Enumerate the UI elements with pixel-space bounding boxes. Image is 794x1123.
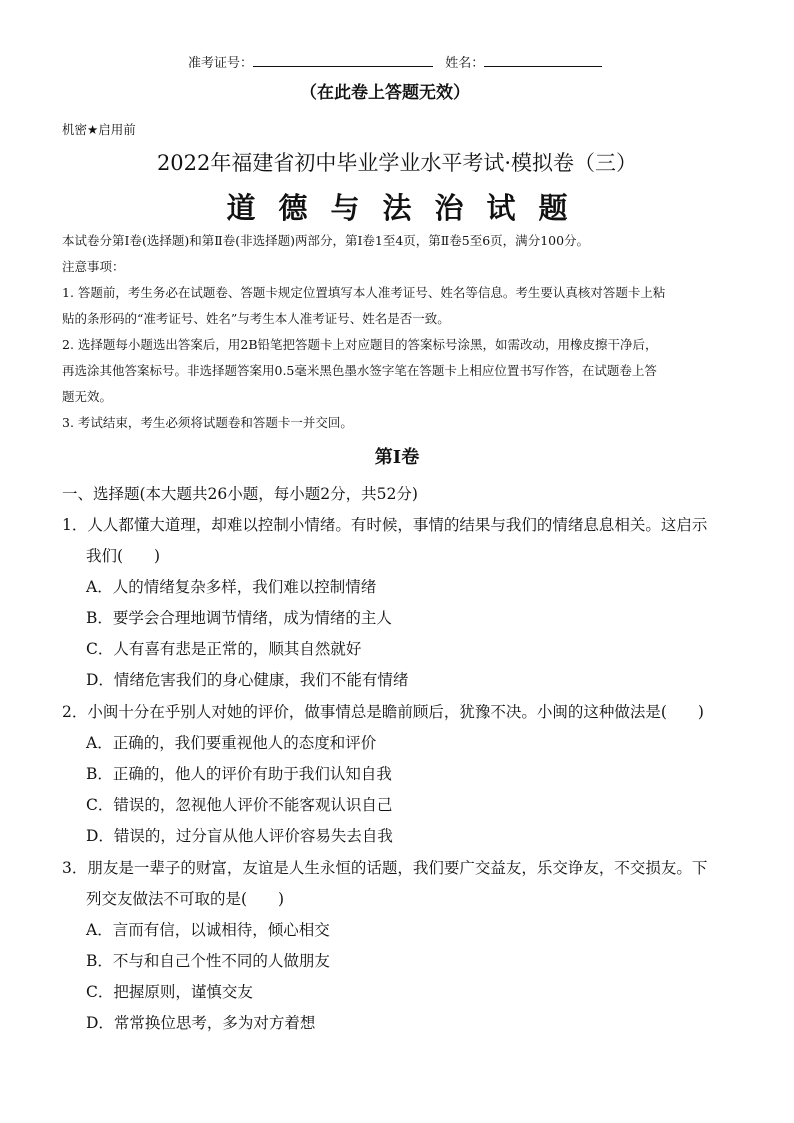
question-2-option-c[interactable]: C．错误的，忽视他人评价不能客观认识自己 [86,796,393,814]
subject-title: 道德与法治试题 [226,191,591,225]
exam-number-label: 准考证号： [188,56,254,71]
exam-number-field[interactable] [253,52,433,67]
exam-title: 2022年福建省初中毕业学业水平考试·模拟卷（三） [156,151,638,175]
question-1-option-b[interactable]: B．要学会合理地调节情绪，成为情绪的主人 [86,609,392,627]
note-3: 3. 考试结束，考生必须将试题卷和答题卡一并交回。 [62,415,353,430]
question-1-line-1: 1．人人都懂大道理，却难以控制小情绪。有时候，事情的结果与我们的情绪息息相关。这启示 [62,516,708,534]
confidential-label: 机密★启用前 [62,122,136,137]
question-2-option-d[interactable]: D．错误的，过分盲从他人评价容易失去自我 [86,827,393,845]
section-heading: 一、选择题(本大题共26小题，每小题2分，共52分) [62,485,418,503]
question-3-line-2: 列交友做法不可取的是( ) [86,890,285,908]
question-2-option-a[interactable]: A．正确的，我们要重视他人的态度和评价 [86,734,377,752]
name-field[interactable] [484,52,602,67]
exam-intro: 本试卷分第Ⅰ卷(选择题)和第Ⅱ卷(非选择题)两部分，第Ⅰ卷1至4页，第Ⅱ卷5至6页，满分100分。 [62,233,590,248]
question-2-option-b[interactable]: B．正确的，他人的评价有助于我们认知自我 [86,765,392,783]
question-1-option-a[interactable]: A．人的情绪复杂多样，我们难以控制情绪 [86,578,377,596]
question-3-option-b[interactable]: B．不与和自己个性不同的人做朋友 [86,952,330,970]
note-2-line-3: 题无效。 [62,389,113,404]
note-1-line-2: 贴的条形码的“准考证号、姓名”与考生本人准考证号、姓名是否一致。 [62,311,450,326]
question-1-option-d[interactable]: D．情绪危害我们的身心健康，我们不能有情绪 [86,671,409,689]
question-2-line-1: 2．小闽十分在乎别人对她的评价，做事情总是瞻前顾后，犹豫不决。小闽的这种做法是( ) [62,703,704,721]
note-2-line-2: 再选涂其他答案标号。非选择题答案用0.5毫米黑色墨水签字笔在答题卡上相应位置书写作答，在试题卷上答 [62,363,657,378]
question-3-line-1: 3．朋友是一辈子的财富，友谊是人生永恒的话题，我们要广交益友，乐交诤友，不交损友。下 [62,859,708,877]
note-1-line-1: 1. 答题前，考生务必在试题卷、答题卡规定位置填写本人准考证号、姓名等信息。考生要认真核对答题卡上粘 [62,285,666,300]
question-3-option-d[interactable]: D．常常换位思考，多为对方着想 [86,1014,316,1032]
question-1-option-c[interactable]: C．人有喜有悲是正常的，顺其自然就好 [86,640,362,658]
notes-heading: 注意事项： [62,259,125,274]
invalid-notice: （在此卷上答题无效） [300,83,470,103]
question-3-option-c[interactable]: C．把握原则，谨慎交友 [86,983,253,1001]
question-1-line-2: 我们( ) [86,547,161,565]
name-label: 姓名： [445,56,485,71]
question-3-option-a[interactable]: A．言而有信，以诚相待，倾心相交 [86,921,330,939]
note-2-line-1: 2. 选择题每小题选出答案后，用2B铅笔把答题卡上对应题目的答案标号涂黑，如需改动，用橡皮擦干净后， [62,337,658,352]
section-title: 第Ⅰ卷 [374,447,420,468]
exam-info-line [188,52,602,71]
